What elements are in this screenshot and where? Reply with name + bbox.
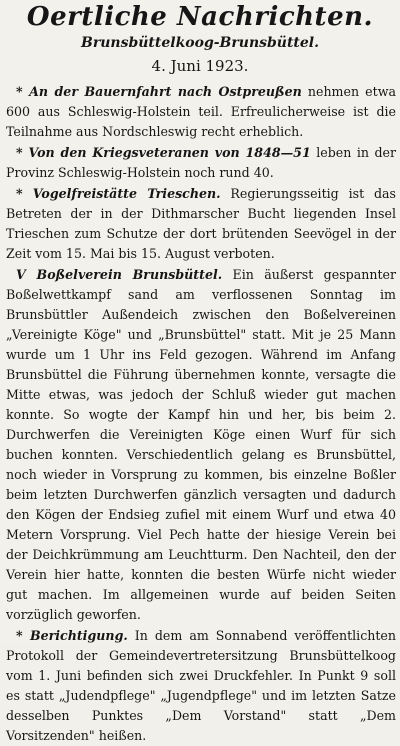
news-item-text: In dem am Sonnabend veröffentlichten Protokoll der Gemeindevertretersitzung Brunsbüttelkoog vom 1. Juni befinden sich zwei Druckfehler. In Punkt 9 soll es statt „Judendpflege" „Jugendpflege" und im letzten Satze desselben Punktes „Dem Vorstand" statt „Dem Vorsitzenden" heißen.	[6, 628, 396, 743]
news-item-lead: * Vogelfreistätte Trieschen.	[16, 186, 221, 201]
news-item-lead: * Von den Kriegsveteranen von 1848—51	[16, 145, 311, 160]
article-body	[0, 76, 400, 746]
article-header	[0, 0, 400, 76]
news-item-lead: * An der Bauernfahrt nach Ostpreußen	[16, 84, 302, 99]
news-item-lead: V Boßelverein Brunsbüttel.	[16, 267, 223, 282]
news-item-text: Ein äußerst gespannter Boßelwettkampf sand am verflossenen Sonntag im Brunsbüttler Außendeich zwischen den Boßelvereinen „Vereinigte Köge" und „Brunsbüttel" statt. Mit je 25 Mann wurde um 1 Uhr ins Feld gezogen. Während im Anfang Brunsbüttel die Führung übernehmen konnte, versagte die Mitte etwas, was jedoch der Schluß wieder gut machen konnte. So wogte der Kampf hin und her, bis beim 2. Durchwerfen die Vereinigten Köge einen Wurf für sich buchen konnten. Verschiedentlich gelang es Brunsbüttel, noch wieder in Vorsprung zu kommen, bis einzelne Boßler beim letzten Durchwerfen gänzlich versagten und dadurch den Kögen der Endsieg zufiel mit einem Wurf und etwa 40 Metern Vorsprung. Viel Pech hatte der hiesige Verein bei der Deichkrümmung am Leuchtturm. Den Nachteil, den der Verein hier hatte, konnten die besten Würfe nicht wieder gut machen. Im allgemeinen wurde auf beiden Seiten vorzüglich geworfen.	[6, 267, 396, 622]
news-item	[6, 82, 396, 142]
news-item	[6, 265, 396, 625]
news-item	[6, 626, 396, 746]
news-item-text: nehmen etwa 600 aus Schleswig-Holstein teil. Erfreulicherweise ist die Teilnahme aus Nordschleswig recht erheblich.	[6, 84, 396, 139]
news-item	[6, 143, 396, 183]
news-item-lead: * Berichtigung.	[16, 628, 128, 643]
news-item-text: leben in der Provinz Schleswig-Holstein noch rund 40.	[6, 145, 396, 180]
section-title: Oertliche Nachrichten.	[26, 2, 374, 32]
issue-date: 4. Juni 1923.	[151, 57, 249, 75]
news-item	[6, 184, 396, 264]
news-item-text: Regierungsseitig ist das Betreten der in der Dithmarscher Bucht liegenden Insel Trieschen zum Schutze der dort brütenden Seevögel in der Zeit vom 15. Mai bis 15. August verboten.	[6, 186, 396, 261]
location-subtitle: Brunsbüttelkoog-Brunsbüttel.	[81, 35, 319, 51]
